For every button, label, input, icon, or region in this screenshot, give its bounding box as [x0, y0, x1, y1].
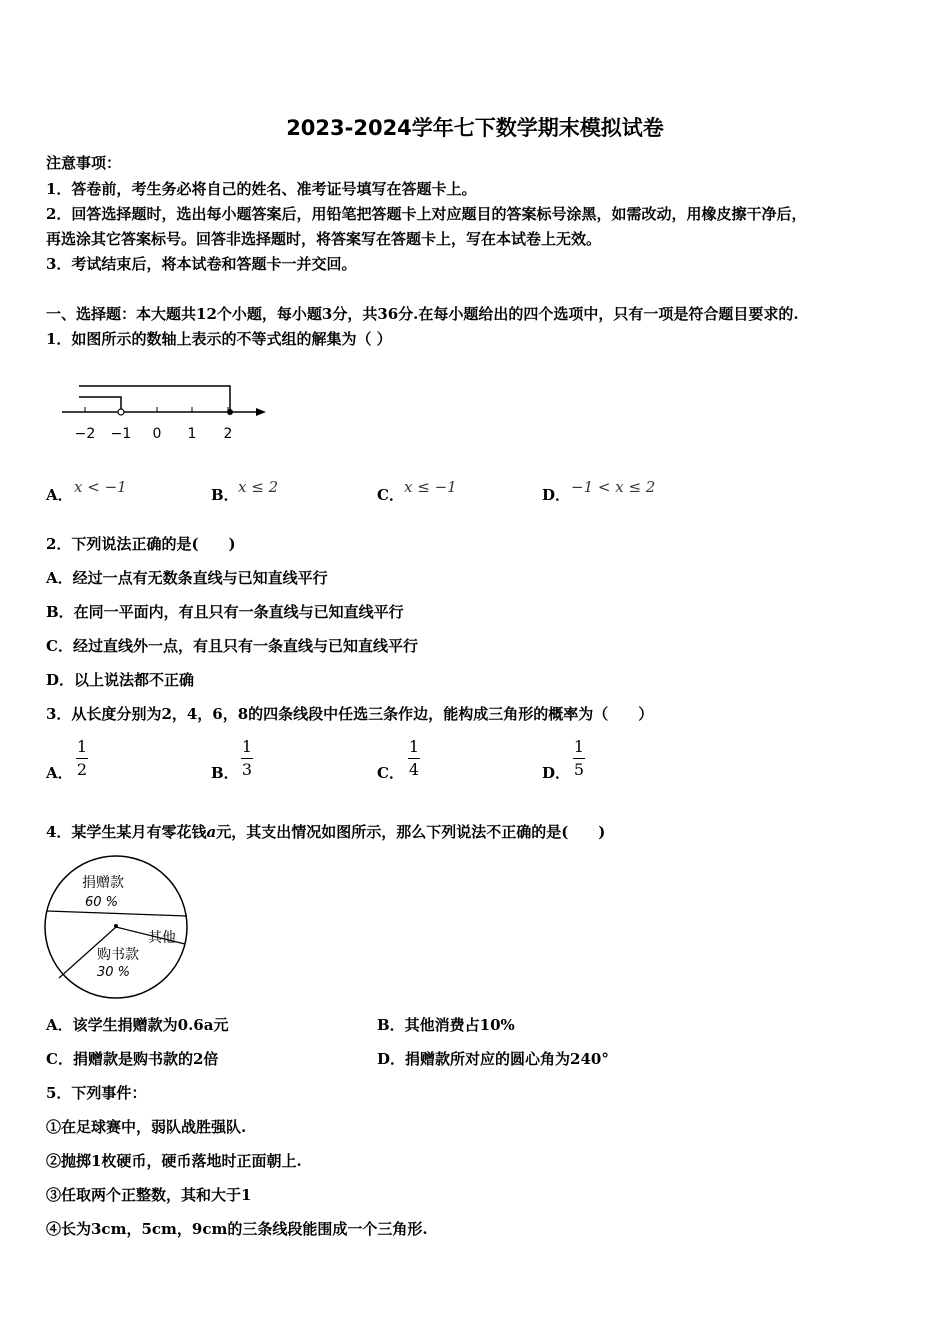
tick-label: −1 [110, 426, 132, 442]
note-1: 1．答卷前，考生务必将自己的姓名、准考证号填写在答题卡上。 [46, 180, 477, 198]
note-3: 3．考试结束后，将本试卷和答题卡一并交回。 [46, 255, 357, 273]
q3-option-d-label: D． [542, 764, 571, 782]
pie-donation-label: 捐赠款 [82, 875, 124, 891]
q3-stem: 3．从长度分别为2，4，6，8的四条线段中任选三条作边，能构成三角形的概率为（ ） [46, 705, 654, 723]
numerator: 1 [76, 737, 88, 756]
notes-heading: 注意事项： [46, 154, 122, 172]
q5-event-1: ①在足球赛中，弱队战胜强队. [46, 1118, 247, 1136]
axis-arrow-icon [256, 408, 266, 416]
q5-event-4: ④长为3cm，5cm，9cm的三条线段能围成一个三角形. [46, 1220, 428, 1238]
tick-label: 1 [187, 426, 197, 442]
pie-books-label: 购书款 [97, 947, 139, 963]
q3-option-b-label: B． [211, 764, 239, 782]
q3-option-a-fraction [76, 738, 88, 779]
denominator: 2 [76, 760, 88, 779]
pie-chart [40, 854, 195, 1004]
pie-other-label: 其他 [148, 930, 176, 946]
note-2b: 再选涂其它答案标号。回答非选择题时，将答案写在答题卡上，写在本试卷上无效。 [46, 230, 602, 248]
q4-stem-var: a [206, 823, 217, 841]
q3-option-c-fraction [408, 738, 420, 779]
denominator: 5 [573, 760, 585, 779]
q1-option-a-label: A． [46, 486, 73, 504]
number-line-figure [58, 375, 273, 450]
q2-option-c: C．经过直线外一点，有且只有一条直线与已知直线平行 [46, 637, 418, 655]
q1-stem: 1．如图所示的数轴上表示的不等式组的解集为（ ） [46, 330, 392, 348]
q1-option-a-text: x < −1 [74, 478, 127, 496]
denominator: 3 [241, 760, 253, 779]
q4-option-d: D．捐赠款所对应的圆心角为240° [377, 1050, 609, 1068]
tick-label: 2 [223, 426, 233, 442]
q1-option-b-label: B． [211, 486, 239, 504]
numerator: 1 [241, 737, 253, 756]
q1-option-d-text: −1 < x ≤ 2 [571, 478, 656, 496]
q1-option-d-label: D． [542, 486, 571, 504]
tick-label: 0 [152, 426, 162, 442]
q5-event-3: ③任取两个正整数，其和大于1 [46, 1186, 252, 1204]
note-2a: 2．回答选择题时，选出每小题答案后，用铅笔把答题卡上对应题目的答案标号涂黑，如需改动，用橡皮擦干净后， [46, 205, 807, 223]
q4-stem-pre: 4．某学生某月有零花钱 [46, 823, 207, 841]
q3-option-a-label: A． [46, 764, 73, 782]
q4-stem [46, 821, 605, 842]
section-heading: 一、选择题：本大题共12个小题，每小题3分，共36分.在每小题给出的四个选项中，只有一项是符合题目要求的. [46, 305, 799, 323]
q1-option-c-text: x ≤ −1 [404, 478, 457, 496]
q4-option-b: B．其他消费占10% [377, 1016, 515, 1034]
numerator: 1 [573, 737, 585, 756]
q1-option-b-text: x ≤ 2 [238, 478, 279, 496]
q4-option-a: A．该学生捐赠款为0.6a元 [46, 1016, 229, 1034]
q3-option-c-label: C． [377, 764, 404, 782]
pie-books-pct: 30 % [97, 965, 131, 980]
q3-option-d-fraction [573, 738, 585, 779]
q4-stem-post: 元，其支出情况如图所示，那么下列说法不正确的是( ) [216, 823, 606, 841]
denominator: 4 [408, 760, 420, 779]
tick-label: −2 [74, 426, 96, 442]
numerator: 1 [408, 737, 420, 756]
pie-donation-pct: 60 % [85, 895, 119, 910]
page-title: 2023-2024学年七下数学期末模拟试卷 [286, 116, 664, 140]
q5-event-2: ②抛掷1枚硬币，硬币落地时正面朝上. [46, 1152, 302, 1170]
q3-option-b-fraction [241, 738, 253, 779]
q2-option-b: B．在同一平面内，有且只有一条直线与已知直线平行 [46, 603, 404, 621]
q1-option-c-label: C． [377, 486, 404, 504]
q5-stem: 5．下列事件： [46, 1084, 147, 1102]
q2-option-d: D．以上说法都不正确 [46, 671, 195, 689]
q4-option-c: C．捐赠款是购书款的2倍 [46, 1050, 219, 1068]
q2-stem: 2．下列说法正确的是( ) [46, 535, 236, 553]
q2-option-a: A．经过一点有无数条直线与已知直线平行 [46, 569, 328, 587]
